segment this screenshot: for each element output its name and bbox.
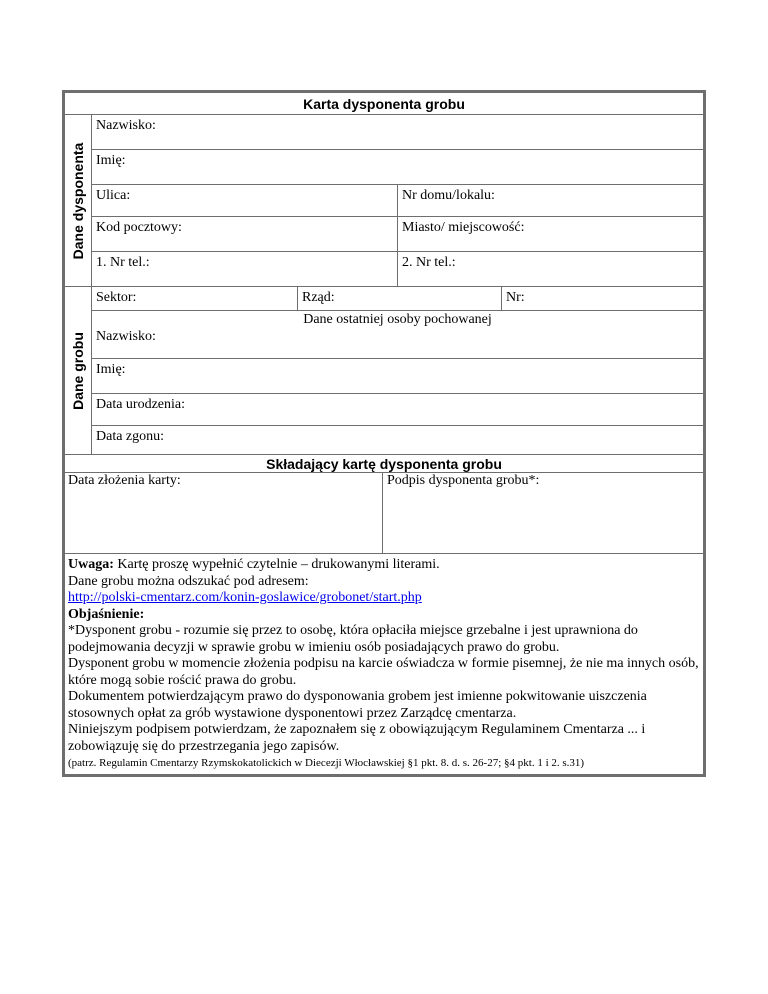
- holder-city-row: [92, 217, 703, 252]
- signature-field[interactable]: Podpis dysponenta grobu*:: [387, 473, 540, 488]
- uwaga-text: Kartę proszę wypełnić czytelnie – drukowanymi literami.: [113, 557, 440, 572]
- city-field[interactable]: Miasto/ miejscowość:: [397, 217, 703, 251]
- form-title: Karta dysponenta grobu: [65, 93, 703, 115]
- grave-section: [65, 287, 703, 455]
- explanation-para-1: *Dysponent grobu - rozumie się przez to osobę, która opłaciła miejsce grzebalne i jest uprawniona do podejmowania decyzji w sprawie grobu w imieniu osób posiadających prawo do grobu.: [68, 623, 638, 655]
- uwaga-label: Uwaga:: [68, 557, 114, 572]
- buried-name-field[interactable]: Imię:: [96, 362, 126, 377]
- holder-section: [65, 115, 703, 287]
- grave-section-label: Dane grobu: [65, 287, 92, 454]
- row-field[interactable]: Rząd:: [297, 287, 501, 310]
- birth-date-row: [92, 394, 703, 426]
- death-date-row: [92, 426, 703, 454]
- grave-holder-form: [62, 90, 706, 777]
- holder-address-row: [92, 185, 703, 217]
- street-field[interactable]: Ulica:: [96, 188, 131, 203]
- holder-name-field[interactable]: Imię:: [96, 153, 126, 168]
- notes-block: [65, 554, 703, 774]
- phone2-field[interactable]: 2. Nr tel.:: [397, 252, 703, 286]
- holder-section-label: Dane dysponenta: [65, 115, 92, 286]
- buried-name-row: [92, 359, 703, 394]
- last-buried-header: [92, 311, 703, 329]
- submission-date-field[interactable]: Data złożenia karty:: [65, 473, 383, 553]
- grave-number-field[interactable]: Nr:: [501, 287, 703, 310]
- grave-location-row: [92, 287, 703, 311]
- explanation-para-2: Dysponent grobu w momencie złożenia podpisu na karcie oświadcza w formie pisemnej, że nie ma innych osób, które mogą sobie rościć prawa do grobu.: [68, 656, 699, 688]
- grave-search-link[interactable]: http://polski-cmentarz.com/konin-goslawice/grobonet/start.php: [68, 590, 422, 605]
- house-number-field[interactable]: Nr domu/lokalu:: [397, 185, 703, 216]
- search-text: Dane grobu można odszukać pod adresem:: [68, 573, 309, 589]
- explanation-para-4: Niniejszym podpisem potwierdzam, że zapoznałem się z obowiązującym Regulaminem Cmentarza ... i zobowiązuję się do przestrzegania jego zapisów.: [68, 722, 646, 754]
- submitter-row: [65, 473, 703, 554]
- last-buried-title: Dane ostatniej osoby pochowanej: [303, 312, 492, 327]
- explanation-label: Objaśnienie:: [68, 606, 145, 622]
- death-date-field[interactable]: Data zgonu:: [96, 429, 165, 444]
- holder-name-row: [92, 150, 703, 185]
- buried-surname-field[interactable]: Nazwisko:: [96, 329, 156, 344]
- explanation-para-3: Dokumentem potwierdzającym prawo do dysponowania grobem jest imienne pokwitowanie uiszczenia stosownych opłat za grób wystawione dysponentowi przez Zarządcę cmentarza.: [68, 689, 647, 721]
- postal-code-field[interactable]: Kod pocztowy:: [96, 220, 182, 235]
- sector-field[interactable]: Sektor:: [96, 290, 137, 305]
- holder-surname-row: [92, 115, 703, 150]
- holder-phone-row: [92, 252, 703, 286]
- buried-surname-row: [92, 329, 703, 359]
- uwaga-line: [68, 557, 700, 574]
- phone1-field[interactable]: 1. Nr tel.:: [96, 255, 150, 270]
- submitter-title: Składający kartę dysponenta grobu: [65, 455, 703, 473]
- regulation-footnote: (patrz. Regulamin Cmentarzy Rzymskokatolickich w Diecezji Włocławskiej §1 pkt. 8. d. s. 26-27; §4 pkt. 1 i 2. s.31): [68, 757, 585, 769]
- holder-surname-field[interactable]: Nazwisko:: [96, 118, 156, 133]
- birth-date-field[interactable]: Data urodzenia:: [96, 397, 186, 412]
